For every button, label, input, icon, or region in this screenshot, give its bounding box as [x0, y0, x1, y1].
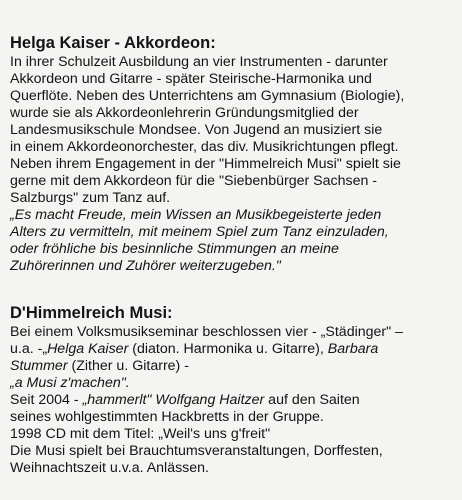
- group-line: Bei einem Volksmusikseminar beschlossen vier - „Städinger" –: [10, 324, 403, 340]
- bio-line: Neben ihrem Engagement in der "Himmelreich Musi" spielt sie: [10, 156, 401, 172]
- quote-line: Zuhörerinnen und Zuhörer weiterzugeben.": [10, 258, 281, 274]
- quote-line: oder fröhliche bis besinnliche Stimmungen an meine: [10, 241, 339, 257]
- text-span: Seit 2004 -: [10, 392, 83, 408]
- bio-line: In ihrer Schulzeit Ausbildung an vier Instrumenten - darunter: [10, 54, 388, 70]
- bio-line: wurde sie als Akkordeonlehrerin Gründungsmitglied der: [10, 105, 359, 121]
- group-line: „a Musi z'machen".: [10, 375, 130, 391]
- section-title-helga-kaiser: Helga Kaiser - Akkordeon:: [10, 34, 216, 52]
- bio-line: Landesmusikschule Mondsee. Von Jugend an musiziert sie: [10, 122, 383, 138]
- text-span: auf den Saiten: [264, 392, 360, 408]
- section-title-himmelreich-musi: D'Himmelreich Musi:: [10, 304, 173, 322]
- member-name: Wolfgang Haitzer: [155, 392, 265, 408]
- member-name: Helga Kaiser: [47, 341, 129, 357]
- bio-line: Querflöte. Neben des Unterrichtens am Gymnasium (Biologie),: [10, 88, 405, 104]
- text-span: (Zither u. Gitarre) -: [67, 358, 189, 374]
- group-line: Die Musi spielt bei Brauchtumsveranstaltungen, Dorffesten,: [10, 443, 383, 459]
- group-line: [10, 392, 360, 409]
- group-line: seines wohlgestimmten Hackbretts in der Gruppe.: [10, 409, 324, 425]
- quote-line: Alters zu vermitteln, mit meinem Spiel zum Tanz einzuladen,: [10, 224, 389, 240]
- bio-line: in einem Akkordeonorchester, das div. Musikrichtungen pflegt.: [10, 139, 399, 155]
- text-span: (diaton. Harmonika u. Gitarre),: [128, 341, 328, 357]
- quote-span: „hammerlt": [82, 392, 152, 408]
- member-name: Barbara: [327, 341, 379, 357]
- text-span: u.a. -„: [10, 341, 48, 357]
- group-line: 1998 CD mit dem Titel: „Weil's uns g'freit": [10, 426, 271, 442]
- bio-line: gerne mit dem Akkordeon für die "Siebenbürger Sachsen -: [10, 173, 378, 189]
- group-line: [10, 341, 378, 358]
- group-line: Weihnachtszeit u.v.a. Anlässen.: [10, 460, 209, 476]
- member-name: Stummer: [10, 358, 68, 374]
- bio-line: Akkordeon und Gitarre - später Steirische-Harmonika und: [10, 71, 372, 87]
- quote-line: „Es macht Freude, mein Wissen an Musikbegeisterte jeden: [10, 207, 382, 223]
- bio-line: Salzburgs" zum Tanz auf.: [10, 190, 171, 206]
- group-line: [10, 358, 189, 375]
